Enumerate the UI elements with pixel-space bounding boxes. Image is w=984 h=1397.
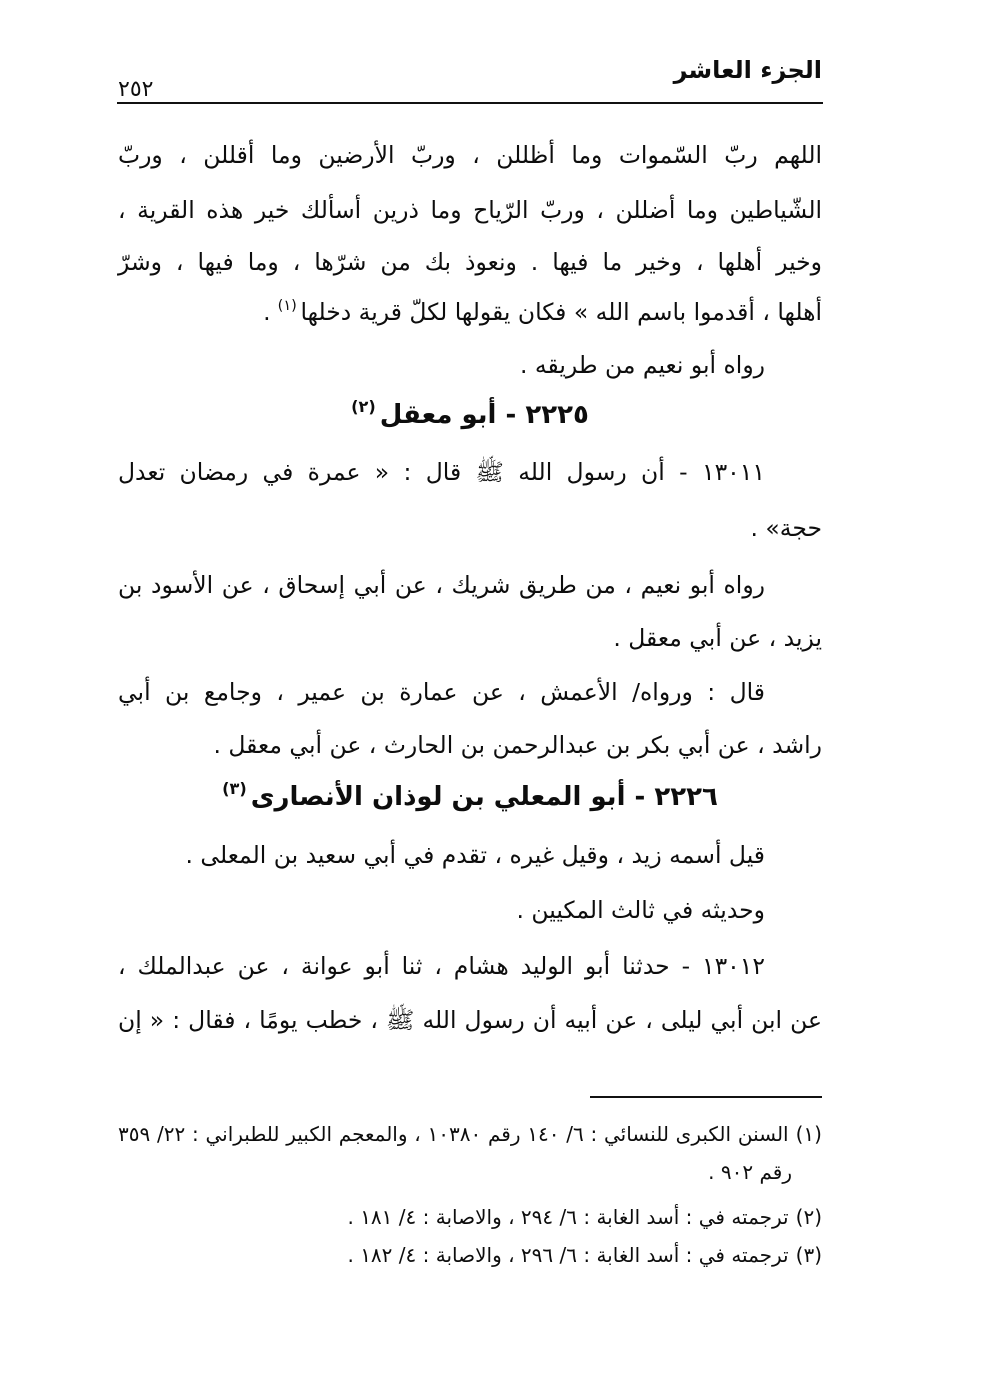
footnote-marker: (٣): [795, 1243, 822, 1267]
header-rule: [117, 102, 823, 104]
page-number: ٢٥٢: [118, 77, 154, 102]
part-title: الجزء العاشر: [673, 56, 822, 84]
footnote-text: ترجمته في : أسد الغابة : ٦/ ٢٩٦ ، والاصابة : ٤/ ١٨٢ .: [347, 1243, 789, 1267]
hadith-chain-line: راشد ، عن أبي بكر بن عبدالرحمن بن الحارث ، عن أبي معقل .: [213, 731, 822, 759]
footnote-ref-3: (٣): [222, 778, 247, 798]
prayer-line-last: [118, 292, 822, 332]
footnote-1: [118, 1117, 822, 1151]
prayer-line: اللهم ربّ السّموات وما أظللن ، وربّ الأرضين وما أقللن ، وربّ: [118, 141, 822, 169]
entry-hadith-reference: وحديثه في ثالث المكيين .: [516, 896, 765, 924]
entry-heading-text: ٢٢٢٥ - أبو معقل: [379, 400, 589, 430]
hadith-chain-line: قال : ورواه/ الأعمش ، عن عمارة بن عمير ، وجامع بن أبي: [118, 678, 765, 706]
footnote-text: ترجمته في : أسد الغابة : ٦/ ٢٩٤ ، والاصابة : ٤/ ١٨١ .: [347, 1205, 789, 1229]
hadith-13011-line: حجة» .: [750, 514, 822, 542]
footnote-marker: (٢): [795, 1205, 822, 1229]
hadith-source-line: يزيد ، عن أبي معقل .: [613, 624, 822, 652]
footnote-2: [118, 1200, 822, 1234]
footnote-1-continuation: رقم ٩٠٢ .: [708, 1160, 792, 1184]
entry-note: قيل أسمه زيد ، وقيل غيره ، تقدم في أبي سعيد بن المعلى .: [185, 841, 765, 869]
entry-heading-text: ٢٢٢٦ - أبو المعلي بن لوذان الأنصارى: [250, 782, 718, 812]
footnote-3: [118, 1238, 822, 1272]
footnote-text: السنن الكبرى للنسائي : ٦/ ١٤٠ رقم ١٠٣٨٠ ، والمعجم الكبير للطبراني : ٢٢/ ٣٥٩: [118, 1122, 789, 1146]
entry-heading-2225: [118, 395, 822, 435]
hadith-13011-line: ١٣٠١١ - أن رسول الله ﷺ قال : « عمرة في رمضان تعدل: [118, 458, 765, 486]
sentence-end: .: [263, 298, 271, 326]
prayer-line: الشّياطين وما أضللن ، وربّ الرّياح وما ذرين أسألك خير هذه القرية ،: [118, 196, 822, 224]
hadith-13012-line: ١٣٠١٢ - حدثنا أبو الوليد هشام ، ثنا أبو عوانة ، عن عبدالملك ،: [118, 952, 765, 980]
hadith-source-line: رواه أبو نعيم ، من طريق شريك ، عن أبي إسحاق ، عن الأسود بن: [118, 571, 765, 599]
footnote-marker: (١): [795, 1122, 822, 1146]
footnote-separator: [590, 1096, 822, 1098]
prayer-line: وخير أهلها ، وخير ما فيها . ونعوذ بك من شرّها ، وما فيها ، وشرّ: [118, 248, 822, 276]
footnote-ref-1: (١): [277, 296, 297, 314]
hadith-13012-line: عن ابن أبي ليلى ، عن أبيه أن رسول الله ﷺ ، خطب يومًا ، فقال : « إن: [118, 1006, 822, 1034]
prayer-source-note: رواه أبو نعيم من طريقه .: [519, 351, 765, 379]
prayer-line-text: أهلها ، أقدموا باسم الله » فكان يقولها لكلّ قرية دخلها: [300, 298, 822, 326]
footnote-ref-2: (٢): [351, 396, 376, 416]
entry-heading-2226: [118, 777, 822, 817]
